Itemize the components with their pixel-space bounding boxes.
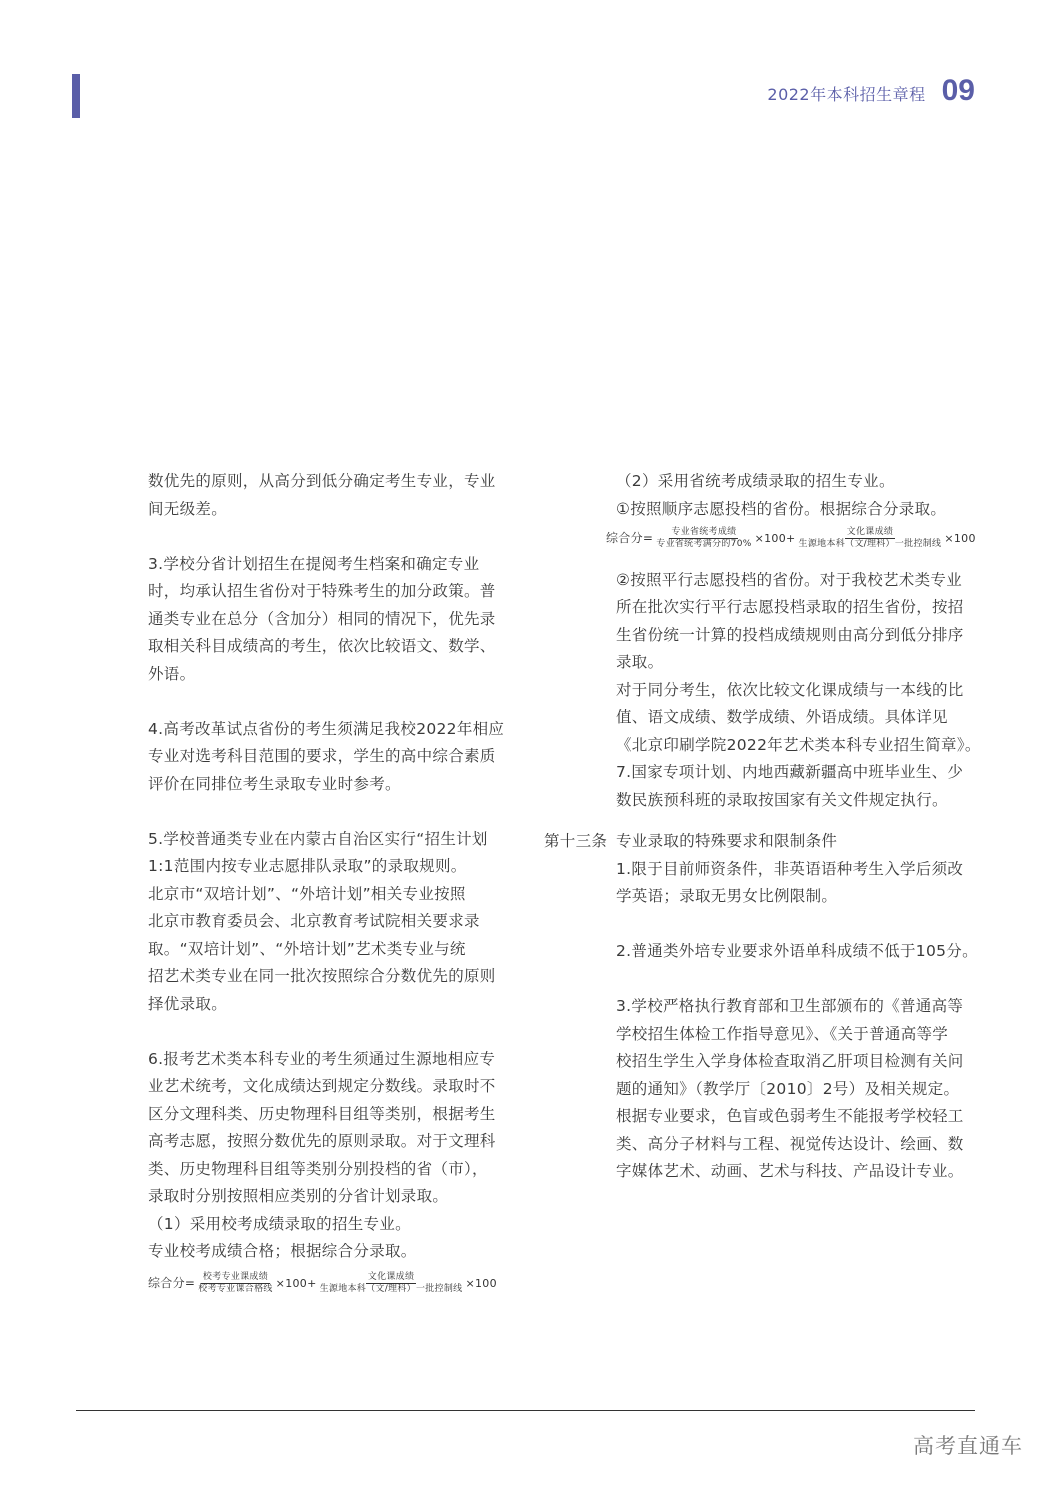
text-line: 《北京印刷学院2022年艺术类本科专业招生简章》。 bbox=[616, 735, 981, 754]
paragraph-continued bbox=[148, 468, 512, 523]
text-line: 取相关科目成绩高的考生，依次比较语文、数学、 bbox=[148, 637, 496, 655]
text-line: 6.报考艺术类本科专业的考生须通过生源地相应专 bbox=[148, 1049, 496, 1068]
subclause-heading: （1）采用校考成绩录取的招生专业。 bbox=[148, 1214, 411, 1233]
text-line: 高考志愿，按照分数优先的原则录取。对于文理科 bbox=[148, 1132, 496, 1150]
text-line: 所在批次实行平行志愿投档录取的招生省份，按招 bbox=[616, 598, 964, 616]
text-line: ①按照顺序志愿投档的省份。根据综合分录取。 bbox=[616, 499, 947, 518]
clause-5 bbox=[148, 826, 512, 1019]
text-line: 学校招生体检工作指导意见》、《关于普通高等学 bbox=[616, 1024, 949, 1043]
text-line: 间无级差。 bbox=[148, 499, 228, 518]
operator: ×100 bbox=[465, 1276, 497, 1290]
text-line: 北京市“双培计划”、“外培计划”相关专业按照 bbox=[148, 884, 466, 903]
document-title: 2022年本科招生章程 bbox=[767, 85, 926, 104]
article-label: 第十三条 bbox=[544, 832, 608, 850]
text-line: 北京市教育委员会、北京教育考试院相关要求录 bbox=[148, 912, 480, 930]
text-line: 评价在同排位考生录取专业时参考。 bbox=[148, 774, 401, 793]
text-line: 数优先的原则，从高分到低分确定考生专业，专业 bbox=[148, 472, 496, 490]
article-title: 专业录取的特殊要求和限制条件 bbox=[616, 832, 838, 850]
formula-province-exam bbox=[544, 525, 984, 553]
fraction bbox=[196, 1272, 274, 1295]
text-line: 根据专业要求，色盲或色弱考生不能报考学校轻工 bbox=[616, 1107, 964, 1125]
text-line: 1.限于目前师资条件，非英语语种考生入学后须改 bbox=[616, 859, 964, 878]
formula-lhs: 综合分= bbox=[606, 531, 654, 545]
accent-bar bbox=[72, 74, 80, 118]
subclause-heading: （2）采用省统考成绩录取的招生专业。 bbox=[616, 472, 895, 490]
text-line: 7.国家专项计划、内地西藏新疆高中班毕业生、少 bbox=[616, 763, 964, 781]
text-line: 3.学校严格执行教育部和卫生部颁布的《普通高等 bbox=[616, 997, 964, 1015]
text-line: 校招生学生入学身体检查取消乙肝项目检测有关问 bbox=[616, 1052, 964, 1070]
article-13-item-1 bbox=[544, 856, 984, 911]
text-line: 通类专业在总分（含加分）相同的情况下，优先录 bbox=[148, 609, 496, 628]
text-line: 5.学校普通类专业在内蒙古自治区实行“招生计划 bbox=[148, 829, 488, 848]
operator: ×100+ bbox=[275, 1276, 317, 1290]
watermark: 高考直通车 bbox=[913, 1434, 1023, 1458]
text-line: 录取。 bbox=[616, 653, 664, 671]
text-line: ②按照平行志愿投档的省份。对于我校艺术类专业 bbox=[616, 570, 962, 589]
text-line: 学英语；录取无男女比例限制。 bbox=[616, 887, 838, 905]
clause-7 bbox=[544, 759, 984, 814]
denominator: 专业省统考满分的70% bbox=[656, 539, 752, 550]
formula-school-exam bbox=[148, 1270, 512, 1298]
parallel-admission-block bbox=[544, 567, 984, 760]
text-line: 值、语文成绩、数学成绩、外语成绩。具体详见 bbox=[616, 708, 948, 726]
numerator: 专业省统考成绩 bbox=[671, 527, 737, 538]
text-line: 3.学校分省计划招生在提阅考生档案和确定专业 bbox=[148, 554, 480, 573]
text-line: 数民族预科班的录取按国家有关文件规定执行。 bbox=[616, 790, 948, 809]
operator: ×100+ bbox=[754, 532, 796, 545]
text-line: 区分文理科类、历史物理科目组等类别，根据考生 bbox=[148, 1104, 496, 1123]
text-line: 外语。 bbox=[148, 664, 196, 683]
clause-4 bbox=[148, 716, 512, 799]
denominator: 生源地本科（文/理科）一批控制线 bbox=[319, 1283, 463, 1294]
text-line: 类、历史物理科目组等类别分别投档的省（市）， bbox=[148, 1159, 488, 1178]
page-header bbox=[767, 74, 975, 108]
numerator: 校考专业课成绩 bbox=[202, 1271, 269, 1282]
clause-3 bbox=[148, 551, 512, 689]
fraction bbox=[318, 1272, 465, 1295]
text-line: 择优录取。 bbox=[148, 994, 228, 1013]
footer-divider bbox=[76, 1410, 975, 1411]
text-line: 时，均承认招生省份对于特殊考生的加分政策。普 bbox=[148, 582, 496, 600]
numerator: 文化课成绩 bbox=[846, 527, 894, 538]
text-line: 生省份统一计算的投档成绩规则由高分到低分排序 bbox=[616, 625, 964, 644]
text-line: 专业对选考科目范围的要求，学生的高中综合素质 bbox=[148, 747, 496, 765]
clause-6 bbox=[148, 1046, 512, 1266]
text-line: 取。“双培计划”、“外培计划”艺术类专业与统 bbox=[148, 939, 466, 958]
text-line: 类、高分子材料与工程、视觉传达设计、绘画、数 bbox=[616, 1134, 964, 1153]
denominator: 生源地本科（文/理科）一批控制线 bbox=[798, 539, 942, 550]
page-number: 09 bbox=[941, 74, 975, 107]
article-13-heading bbox=[544, 828, 984, 856]
right-column bbox=[544, 468, 984, 1186]
text-line: 题的通知》（教学厅〔2010〕2号）及相关规定。 bbox=[616, 1079, 960, 1098]
operator: ×100 bbox=[944, 532, 976, 545]
denominator: 校考专业课合格线 bbox=[198, 1283, 273, 1294]
text-line: 业艺术统考，文化成绩达到规定分数线。录取时不 bbox=[148, 1077, 496, 1095]
text-line: 字媒体艺术、动画、艺术与科技、产品设计专业。 bbox=[616, 1162, 964, 1180]
text-line: 1:1范围内按专业志愿排队录取”的录取规则。 bbox=[148, 857, 467, 875]
text-line: 对于同分考生，依次比较文化课成绩与一本线的比 bbox=[616, 680, 964, 699]
fraction bbox=[797, 527, 944, 550]
text-line: 专业校考成绩合格；根据综合分录取。 bbox=[148, 1242, 417, 1260]
left-column bbox=[148, 468, 512, 1301]
numerator: 文化课成绩 bbox=[367, 1271, 415, 1282]
fraction bbox=[654, 527, 753, 550]
text-line: 4.高考改革试点省份的考生须满足我校2022年相应 bbox=[148, 719, 505, 738]
article-13-item-2: 2.普通类外培专业要求外语单科成绩不低于105分。 bbox=[616, 942, 978, 960]
formula-lhs: 综合分= bbox=[148, 1275, 196, 1290]
text-line: 录取时分别按照相应类别的分省计划录取。 bbox=[148, 1187, 449, 1205]
article-13-item-3 bbox=[544, 993, 984, 1186]
text-line: 招艺术类专业在同一批次按照综合分数优先的原则 bbox=[148, 967, 496, 985]
